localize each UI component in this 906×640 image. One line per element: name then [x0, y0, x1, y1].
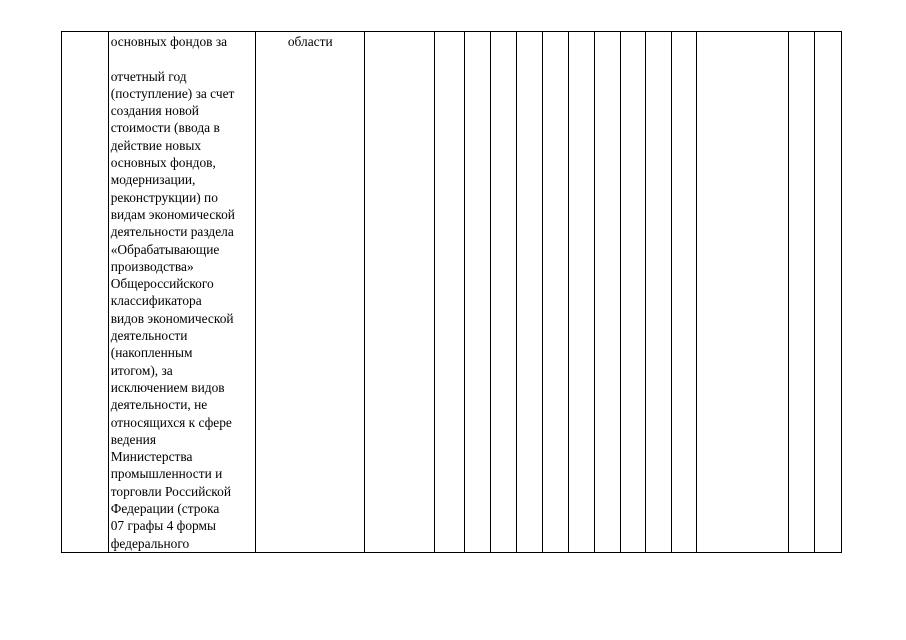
data-cell [490, 32, 516, 553]
row-number-cell [62, 32, 109, 553]
data-cell [645, 32, 671, 553]
indicator-line: (поступление) за счет [110, 85, 235, 101]
indicator-line: действие новых [110, 137, 202, 153]
data-cell [365, 32, 435, 553]
data-cell [620, 32, 645, 553]
indicator-line: производства» [110, 258, 194, 274]
document-table [61, 31, 842, 553]
indicator-line: стоимости (ввода в [110, 120, 220, 136]
indicator-line: Федерации (строка [110, 501, 220, 517]
indicator-line: итогом), за [110, 362, 173, 378]
indicator-line: основных фондов за [110, 34, 228, 49]
indicator-line: относящихся к сфере [110, 414, 232, 430]
indicator-line: основных фондов, [110, 155, 216, 171]
indicator-line: федерального [110, 535, 190, 551]
indicator-line: исключением видов [110, 379, 225, 395]
indicator-line: классификатора [110, 293, 202, 309]
indicator-line: Общероссийского [110, 276, 214, 292]
indicator-line: 07 графы 4 формы [110, 518, 217, 534]
indicator-name-cell [108, 32, 255, 553]
table-row [62, 32, 842, 553]
data-cell [671, 32, 697, 553]
region-text: области [287, 34, 333, 49]
data-cell [542, 32, 568, 553]
indicator-line: «Обрабатывающие [110, 241, 220, 257]
paragraph-gap [111, 50, 255, 67]
indicator-line: промышленности и [110, 466, 223, 482]
indicator-line: модернизации, [110, 172, 196, 188]
data-cell [568, 32, 594, 553]
document-table-container [61, 31, 842, 553]
indicator-line: видов экономической [110, 310, 234, 326]
data-cell [434, 32, 464, 553]
data-cell [788, 32, 814, 553]
data-cell [814, 32, 841, 553]
indicator-line: деятельности, не [110, 397, 208, 413]
data-cell [594, 32, 620, 553]
indicator-line: Министерства [110, 449, 193, 465]
indicator-line: ведения [110, 431, 156, 447]
indicator-line: деятельности раздела [110, 224, 234, 240]
indicator-line: реконструкции) по [110, 189, 218, 205]
data-cell [516, 32, 542, 553]
data-cell [464, 32, 490, 553]
indicator-line: отчетный год [110, 68, 187, 84]
indicator-line: видам экономической [110, 206, 235, 222]
indicator-line: деятельности [110, 328, 188, 344]
indicator-line: создания новой [110, 103, 199, 119]
indicator-line: торговли Российской [110, 483, 231, 499]
indicator-line: (накопленным [110, 345, 193, 361]
data-cell [697, 32, 788, 553]
region-cell [256, 32, 365, 553]
